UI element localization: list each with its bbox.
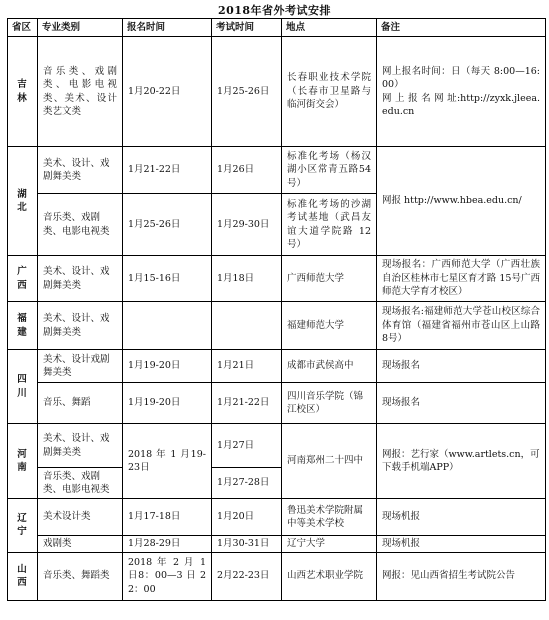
category-cell: 戏剧类 [38, 536, 123, 553]
header-province: 省区 [8, 19, 38, 37]
province-cell: 福建 [8, 302, 38, 350]
location-cell: 山西艺术职业学院 [282, 552, 377, 600]
exam-time-cell: 2月22-23日 [212, 552, 282, 600]
register-time-cell: 2018 年 1 月19-23日 [123, 424, 212, 499]
note-cell: 网报：见山西省招生考试院公告 [377, 552, 546, 600]
note-cell [377, 37, 546, 147]
category-cell: 美术、设计、戏剧舞美类 [38, 302, 123, 350]
province-cell: 广西 [8, 256, 38, 302]
location-cell: 成都市武侯高中 [282, 350, 377, 383]
note-cell: 现场机报 [377, 499, 546, 536]
province-cell: 河南 [8, 424, 38, 499]
note-cell: 现场报名:福建师范大学苍山校区综合体育馆（福建省福州市苍山区上山路8号） [377, 302, 546, 350]
province-cell: 吉林 [8, 37, 38, 147]
exam-time-cell: 1月25-26日 [212, 37, 282, 147]
table-row [8, 302, 546, 350]
header-register-time: 报名时间 [123, 19, 212, 37]
table-row [8, 350, 546, 383]
exam-time-cell: 1月27日 [212, 424, 282, 468]
category-cell: 美术、设计、戏剧舞美类 [38, 147, 123, 194]
province-cell: 湖北 [8, 147, 38, 256]
location-cell: 标准化考场的沙湖考试基地（武昌友谊大道学院路 12号） [282, 194, 377, 256]
table-row [8, 147, 546, 194]
note-cell: 网报 http://www.hbea.edu.cn/ [377, 147, 546, 256]
table-row [8, 256, 546, 302]
note-url-line: 网 上 报 名 网 址:http://zyxk.jleea.edu.cn [382, 92, 540, 117]
location-cell: 长春职业技术学院（长春市卫星路与临河街交会） [282, 37, 377, 147]
header-location: 地点 [282, 19, 377, 37]
register-time-cell: 1月28-29日 [123, 536, 212, 553]
register-time-cell: 1月17-18日 [123, 499, 212, 536]
province-cell: 辽宁 [8, 499, 38, 553]
table-row [8, 499, 546, 536]
note-cell: 网报：艺行家（www.artlets.cn，可下载手机端APP） [377, 424, 546, 499]
category-cell: 音乐类、舞蹈类 [38, 552, 123, 600]
header-exam-time: 考试时间 [212, 19, 282, 37]
register-time-cell: 1月25-26日 [123, 194, 212, 256]
location-cell: 标准化考场（杨汉湖小区常青五路54号） [282, 147, 377, 194]
location-cell: 广西师范大学 [282, 256, 377, 302]
register-time-cell: 1月19-20日 [123, 383, 212, 424]
table-row [8, 424, 546, 468]
province-cell: 四川 [8, 350, 38, 424]
register-time-cell: 1月19-20日 [123, 350, 212, 383]
register-time-cell [123, 302, 212, 350]
exam-time-cell: 1月21日 [212, 350, 282, 383]
exam-schedule-table [7, 18, 546, 601]
location-cell: 辽宁大学 [282, 536, 377, 553]
exam-time-cell: 1月26日 [212, 147, 282, 194]
location-cell: 鲁迅美术学院附属中等美术学校 [282, 499, 377, 536]
category-cell: 美术、设计、戏剧舞美类 [38, 424, 123, 468]
note-line: 网上报名时间：日（每天 8:00—16:00） [382, 65, 540, 90]
table-row [8, 536, 546, 553]
register-time-cell: 2018 年 2 月 1 日8：00—3 日 22：00 [123, 552, 212, 600]
note-cell: 现场报名 [377, 383, 546, 424]
location-cell: 福建师范大学 [282, 302, 377, 350]
exam-time-cell [212, 302, 282, 350]
exam-time-cell: 1月18日 [212, 256, 282, 302]
location-cell: 河南郑州二十四中 [282, 424, 377, 499]
register-time-cell: 1月20-22日 [123, 37, 212, 147]
exam-time-cell: 1月30-31日 [212, 536, 282, 553]
location-cell: 四川音乐学院（锦江校区） [282, 383, 377, 424]
exam-time-cell: 1月21-22日 [212, 383, 282, 424]
table-row [8, 37, 546, 147]
category-cell: 美术设计类 [38, 499, 123, 536]
exam-time-cell: 1月27-28日 [212, 468, 282, 499]
note-cell: 现场报名 [377, 350, 546, 383]
table-header-row [8, 19, 546, 37]
exam-time-cell: 1月20日 [212, 499, 282, 536]
register-time-cell: 1月15-16日 [123, 256, 212, 302]
category-cell: 音乐类、戏剧类、电影电视类 [38, 194, 123, 256]
header-note: 备注 [377, 19, 546, 37]
page-title: 2018年省外考试安排 [217, 4, 332, 17]
province-cell: 山西 [8, 552, 38, 600]
category-cell: 美术、设计戏剧舞美类 [38, 350, 123, 383]
table-row [8, 552, 546, 600]
note-cell: 现场报名：广西师范大学（广西壮族自治区桂林市七星区育才路 15号广西师范大学育才校区） [377, 256, 546, 302]
header-category: 专业类别 [38, 19, 123, 37]
category-cell: 音乐类、戏剧类、电影电视类、美术、设计类艺文类 [38, 37, 123, 147]
exam-time-cell: 1月29-30日 [212, 194, 282, 256]
register-time-cell: 1月21-22日 [123, 147, 212, 194]
table-row [8, 383, 546, 424]
note-cell: 现场机报 [377, 536, 546, 553]
category-cell: 美术、设计、戏剧舞美类 [38, 256, 123, 302]
category-cell: 音乐类、戏剧类、电影电视类 [38, 468, 123, 499]
category-cell: 音乐、舞蹈 [38, 383, 123, 424]
